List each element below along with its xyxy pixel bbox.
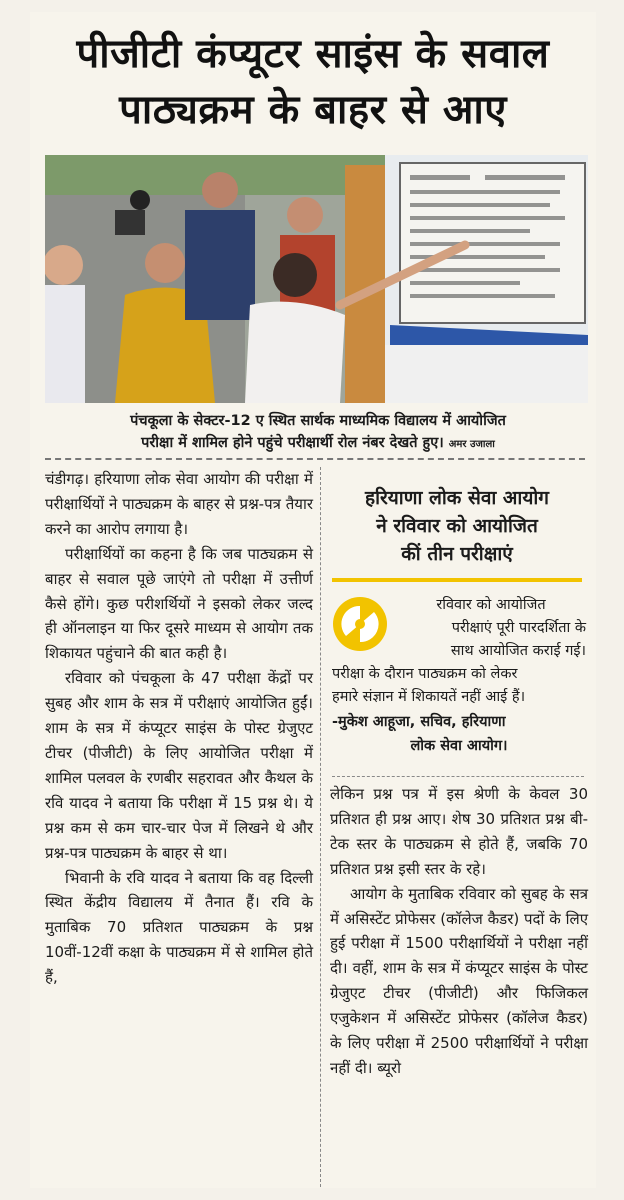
quote-attribution-line-1: -मुकेश आहूजा, सचिव, हरियाणा xyxy=(332,714,506,730)
headline-line-1: पीजीटी कंप्यूटर साइंस के सवाल xyxy=(76,31,550,77)
article-right-column xyxy=(330,782,588,1081)
article-paragraph: आयोग के मुताबिक रविवार को सुबह के सत्र में असिस्टेंट प्रोफेसर (कॉलेज कैडर) पदों के लिए हुई परीक्षा में 1500 परीक्षार्थियों ने परीक्षा नहीं दी। वहीं, शाम के सत्र में कंप्यूटर साइंस के पोस्ट ग्रेजुएट टीचर (पीजीटी) और फिजिकल एजुकेशन में असिस्टेंट प्रोफेसर (कॉलेज कैडर) के लिए परीक्षा में 2500 परीक्षार्थियों ने परीक्षा नहीं दी। ब्यूरो xyxy=(330,884,588,1077)
caption-divider xyxy=(45,458,585,460)
box-bottom-divider xyxy=(332,776,584,777)
publication-logo-icon xyxy=(332,596,388,652)
news-photo xyxy=(45,155,588,403)
quote-line-3: साथ आयोजित कराई गई। xyxy=(450,643,586,659)
caption-line-1: पंचकूला के सेक्टर-12 ए स्थित सार्थक माध्यमिक विद्यालय में आयोजित xyxy=(130,413,506,429)
photo-credit: अमर उजाला xyxy=(448,439,495,450)
box-title-line-2: ने रविवार को आयोजित xyxy=(376,515,538,537)
quote-attribution-line-2: लोक सेवा आयोग। xyxy=(410,738,508,754)
article-paragraph: भिवानी के रवि यादव ने बताया कि वह दिल्ली स्थित केंद्रीय विद्यालय में तैनात हैं। रवि के मुताबिक 70 प्रतिशत पाठ्यक्रम के प्रश्न 10वीं-12वीं कक्षा के पाठ्यक्रम में से शामिल होते हैं, xyxy=(45,868,313,987)
box-accent-rule xyxy=(332,578,582,582)
article-paragraph: परीक्षार्थियों का कहना है कि जब पाठ्यक्रम से बाहर से सवाल पूछे जाएंगे तो परीक्षा में उत्तीर्ण कैसे होंगे। कुछ परीशर्थियों ने इसको लेकर जल्द ही ऑनलाइन या फिर दूसरे माध्यम से आयोग तक शिकायत पहुंचाने की बात कही है। xyxy=(45,544,313,663)
photo-caption xyxy=(48,410,588,456)
headline-line-2: पाठ्यक्रम के बाहर से आए xyxy=(119,87,507,133)
article-paragraph: रविवार को पंचकूला के 47 परीक्षा केंद्रों पर सुबह और शाम के सत्र में परीक्षाएं आयोजित हुईं। शाम के सत्र में कंप्यूटर साइंस के पोस्ट ग्रेजुएट टीचर (पीजीटी) के लिए आयोजित परीक्षा में शामिल पलवल के रणबीर सहरावत और कैथल के रवि यादव ने बताया कि परीक्षा में 15 प्रश्न थे। ये प्रश्न कम से कम चार-चार पेज में लिखने थे और प्रश्न-पत्र पाठ्यक्रम के बाहर से था। xyxy=(45,669,313,862)
quote-line-1: रविवार को आयोजित xyxy=(436,597,546,613)
quote-line-4: परीक्षा के दौरान पाठ्यक्रम को लेकर xyxy=(332,666,518,682)
article-left-column xyxy=(45,467,313,990)
box-title-line-1: हरियाणा लोक सेवा आयोग xyxy=(364,487,549,509)
article-paragraph: लेकिन प्रश्न पत्र में इस श्रेणी के केवल 30 प्रतिशत ही प्रश्न आए। शेष 30 प्रतिशत प्रश्न बी-टेक स्तर के पाठ्यक्रम से होते हैं, जबकि 70 प्रतिशत प्रश्न इसी स्तर के रहे। xyxy=(330,785,588,878)
quote-line-5: हमारे संज्ञान में शिकायतें नहीं आई हैं। xyxy=(332,689,526,705)
quote-line-2: परीक्षाएं पूरी पारदर्शिता के xyxy=(451,620,586,636)
column-divider xyxy=(320,467,321,1187)
exam-notice-board-photo xyxy=(45,155,588,403)
article-paragraph: चंडीगढ़। हरियाणा लोक सेवा आयोग की परीक्षा में परीक्षार्थियों ने पाठ्यक्रम के बाहर से प्रश्न-पत्र तैयार करने का आरोप लगाया है। xyxy=(45,470,313,538)
sidebar-box-title xyxy=(326,484,588,568)
box-title-line-3: कीं तीन परीक्षाएं xyxy=(401,543,513,565)
caption-line-2: परीक्षा में शामिल होने पहुंचे परीक्षार्थी रोल नंबर देखते हुए। xyxy=(141,435,444,451)
newspaper-clipping xyxy=(30,12,596,1188)
